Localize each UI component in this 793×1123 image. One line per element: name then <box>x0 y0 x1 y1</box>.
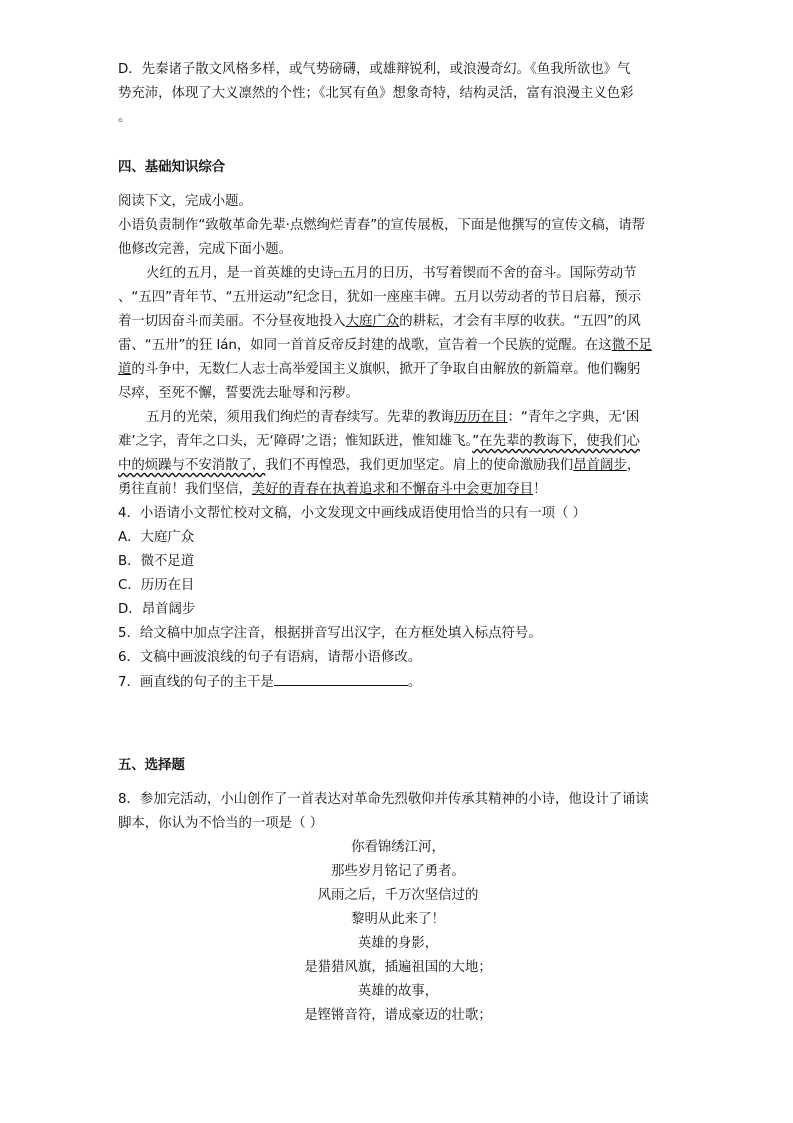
poem-line: 那些岁月铭记了勇者。 <box>331 864 465 879</box>
underlined-idiom-b-part1: 微不足 <box>611 338 652 353</box>
straight-line-sentence: 美好的青春在执着追求和不懈奋斗中会更加夺目 <box>251 482 534 497</box>
underlined-idiom-c: 历历在目 <box>453 410 508 425</box>
document-page <box>118 58 678 1028</box>
p2-text: 五月的光荣，须用我们绚烂的青春续写。先辈的教诲 <box>146 410 454 425</box>
question-7-text: 7．画直线的句子的主干是 <box>118 675 274 690</box>
section-5-heading: 五、选择题 <box>118 758 185 773</box>
p1-line-2: 、“五四”青年节、“五卅运动”纪念日，犹如一座座丰碑。五月以劳动者的节日启幕，预示 <box>118 290 642 305</box>
reading-instruction: 阅读下文，完成小题。 <box>118 194 252 209</box>
intro-line-1: 小语负责制作“致敬革命先辈·点燃绚烂青春”的宣传展板，下面是他撰写的宣传文稿，请帮 <box>118 218 645 233</box>
p2-line-4 <box>118 478 678 502</box>
p2-line-3 <box>118 454 678 478</box>
p2-text: 难’之字，青年之口头，无‘障碍’之语；惟知跃进，惟知雄飞。 <box>118 434 473 449</box>
poem-line: 你看锦绣江河， <box>351 840 445 855</box>
p1-text: 的耕耘，才会有丰厚的收获。“五四”的风 <box>399 314 641 329</box>
p1-text: 火红的五月，是一首英雄的史诗 <box>146 266 334 281</box>
question-8-line-1: 8．参加完活动，小山创作了一首表达对革命先烈敬仰并传承其精神的小诗，他设计了诵读 <box>118 792 649 807</box>
option-b: B．微不足道 <box>118 554 195 569</box>
intro-line-2: 他修改完善，完成下面小题。 <box>118 242 293 257</box>
option-d-line-2: 势充沛，体现了大义凛然的个性；《北冥有鱼》想象奇特，结构灵活，富有浪漫主义色彩 <box>118 86 634 101</box>
p2-line-2 <box>118 430 678 454</box>
p1-line-5 <box>118 358 678 382</box>
option-d: D．昂首阔步 <box>118 602 196 617</box>
question-8-line-2: 脚本，你认为不恰当的一项是（ ） <box>118 816 324 831</box>
wavy-sentence-part2: 中的烦躁与不安消散了， <box>118 458 266 473</box>
p1-text: 着一切因奋斗而美丽。不分昼夜地投入 <box>118 314 346 329</box>
p1-line-3 <box>118 310 678 334</box>
option-d-line-3: 。 <box>118 110 132 125</box>
wavy-sentence-part1: ”在先辈的教诲下，使我们心 <box>472 434 640 449</box>
question-7-end: 。 <box>407 675 422 690</box>
p1-line-1 <box>118 262 678 286</box>
underlined-idiom-b-part2: 道 <box>118 362 132 377</box>
question-4: 4．小语请小文帮忙校对文稿，小文发现文中画线成语使用恰当的只有一项（ ） <box>118 506 587 521</box>
poem-line: 英雄的故事， <box>357 984 439 999</box>
poem-line: 英雄的身影， <box>357 936 439 951</box>
p2-text: ！ <box>533 482 547 497</box>
poem-line: 是铿锵音符，谱成豪迈的壮歌； <box>304 1008 492 1023</box>
section-4-heading: 四、基础知识综合 <box>118 160 226 175</box>
p1-line-6: 尽瘁，至死不懈，誓要洗去耻辱和污秽。 <box>118 386 360 401</box>
option-d-line-1: D．先秦诸子散文风格多样，或气势磅礴，或雄辩锐利，或浪漫奇幻。《鱼我所欲也》气 <box>118 62 631 77</box>
p2-text: 勇往直前！我们坚信， <box>118 482 252 497</box>
question-5: 5．给文稿中加点字注音，根据拼音写出汉字，在方框处填入标点符号。 <box>118 626 542 641</box>
p2-text: ：“青年之字典，无‘困 <box>507 410 640 425</box>
question-7 <box>118 670 678 694</box>
punctuation-box: □ <box>333 270 342 280</box>
question-6: 6．文稿中画波浪线的句子有语病，请帮小语修改。 <box>118 650 422 665</box>
underlined-idiom-a: 大庭广众 <box>345 314 400 329</box>
passage-paragraph-2 <box>118 406 678 502</box>
poem <box>118 836 678 1028</box>
p1-text: 五月的日历，书写着锲而不舍的奋斗。国际劳动节 <box>341 266 637 281</box>
poem-line: 风雨之后，千万次坚信过的 <box>317 888 479 903</box>
answer-blank[interactable] <box>274 670 408 686</box>
poem-line: 是猎猎风旗，插遍祖国的大地； <box>304 960 492 975</box>
passage-paragraph-1 <box>118 262 678 406</box>
option-a: A．大庭广众 <box>118 530 195 545</box>
poem-line: 黎明从此来了！ <box>351 912 445 927</box>
p1-line-4 <box>118 334 678 358</box>
option-c: C．历历在目 <box>118 578 195 593</box>
underlined-idiom-d: 昂首阔步 <box>573 458 627 473</box>
p1-text: 的斗争中，无数仁人志士高举爱国主义旗帜，掀开了争取自由解放的新篇章。他们鞠躬 <box>131 362 641 377</box>
p1-text: 雷、“五卅”的狂 lán，如同一首首反帝反封建的战歌，宣告着一个民族的觉醒。在这 <box>118 338 612 353</box>
p2-line-1 <box>118 406 678 430</box>
p2-text: ， <box>626 458 641 473</box>
p2-text: 我们不再惶恐，我们更加坚定。肩上的使命激励我们 <box>265 458 574 473</box>
